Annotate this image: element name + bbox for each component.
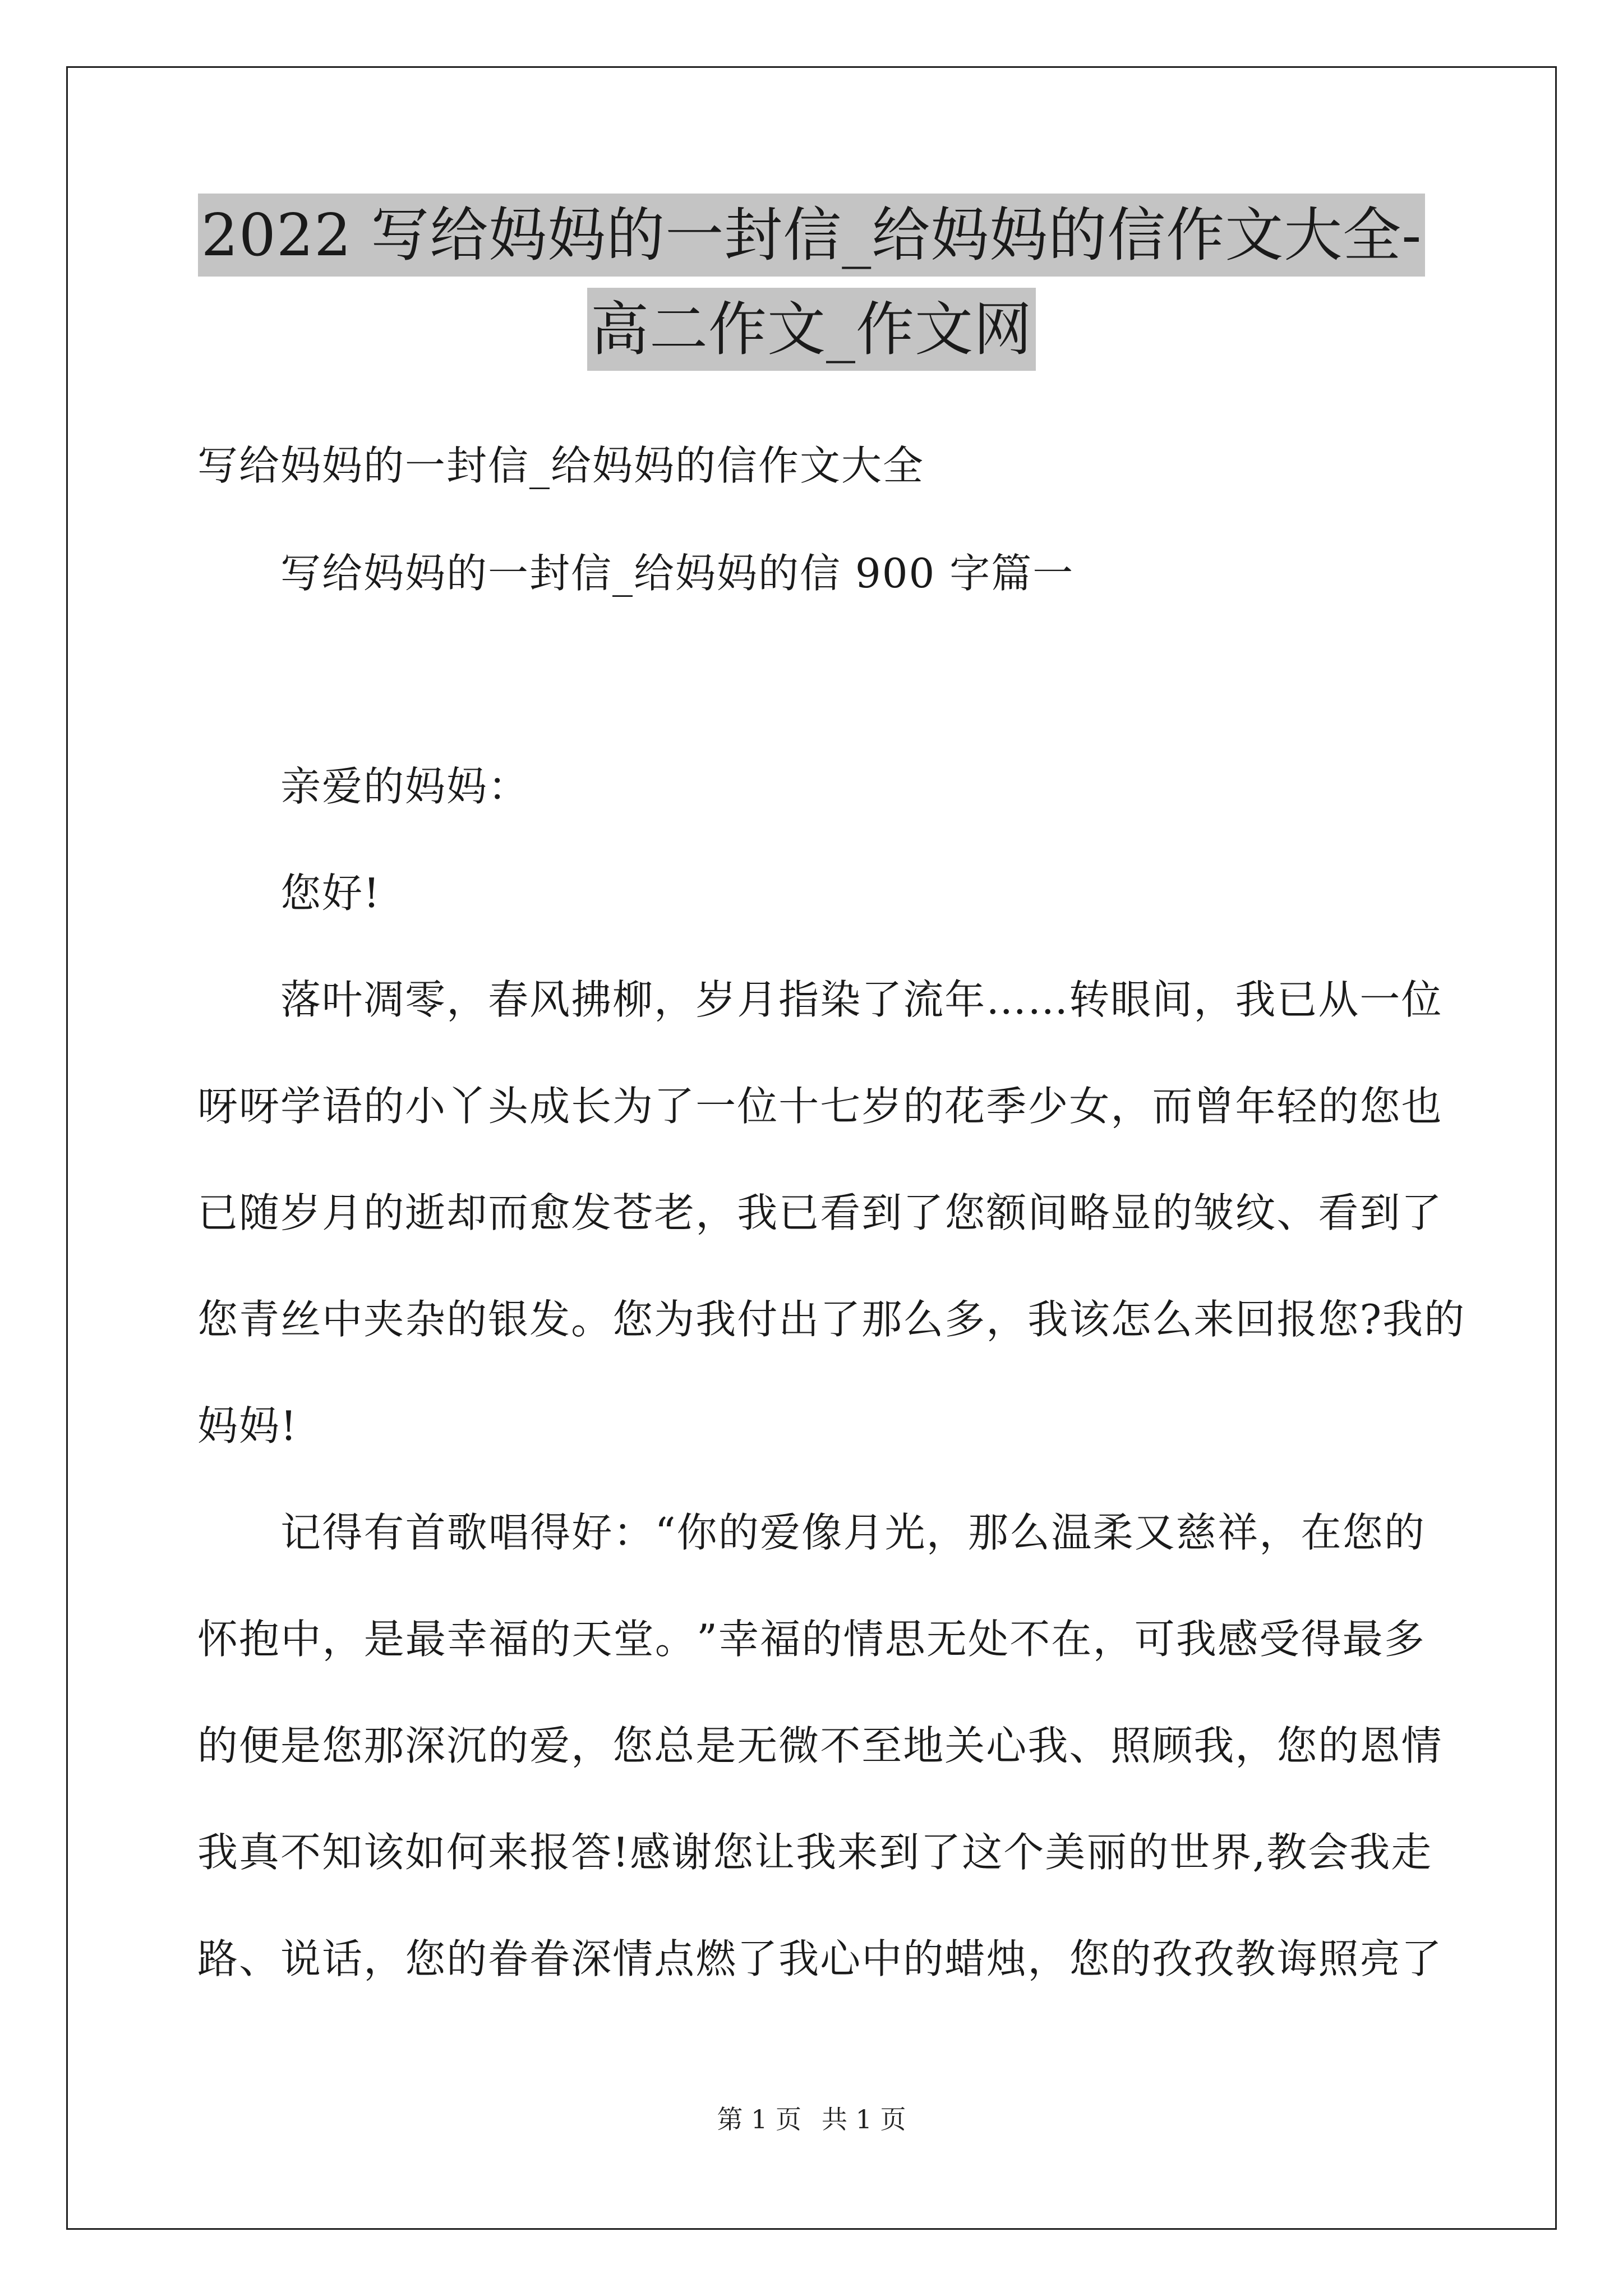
paragraph-2-line — [280, 1504, 1426, 1561]
paragraph-1-line-2: 呀 呀 学 语 的 小 丫 头 成 长 为 了 一 位 十 七 岁 的 花 季 少 女 ， 而 曾 年 轻 的 您 也 — [197, 1083, 1443, 1130]
paragraph-2-line-5: 路 、 说 话 ， 您 的 眷 眷 深 情 点 燃 了 我 心 中 的 蜡 烛 ， 您 的 孜 孜 教 诲 照 亮 了 — [197, 1935, 1443, 1982]
paragraph-2-line — [197, 1718, 1443, 1774]
paragraph-1-line — [197, 1078, 1443, 1134]
page-total: 共 1 页 — [822, 2104, 906, 2134]
paragraph-2-line-2: 怀 抱 中 ， 是 最 幸 福 的 天 堂 。 ” 幸 福 的 情 思 无 处 不 在 ， 可 我 感 受 得 最 多 — [197, 1616, 1426, 1663]
greeting: 您好! — [280, 869, 381, 917]
page-border — [66, 66, 1557, 2230]
document-title — [0, 194, 1623, 371]
salutation: 亲爱的妈妈： — [280, 763, 530, 810]
paragraph-2-line — [197, 1824, 1433, 1880]
paragraph-1-line-4: 您 青 丝 中 夹 杂 的 银 发 。 您 为 我 付 出 了 那 么 多 ， 我 该 怎 么 来 回 报 您 ? 我 的 — [197, 1296, 1466, 1343]
paragraph-1-line — [280, 972, 1443, 1028]
paragraph-1-line-5: 妈妈! — [197, 1402, 298, 1450]
paragraph-1-line-3: 已 随 岁 月 的 逝 却 而 愈 发 苍 老 ， 我 已 看 到 了 您 额 间 略 显 的 皱 纹 、 看 到 了 — [197, 1189, 1443, 1236]
subtitle: 写给妈妈的一封信_给妈妈的信作文大全 — [197, 442, 925, 489]
title-line-2: 高二作文_作文网 — [587, 288, 1036, 371]
paragraph-1-line-1: 落 叶 凋 零 ， 春 风 拂 柳 ， 岁 月 指 染 了 流 年 … … 转 眼 间 ， 我 已 从 一 位 — [280, 976, 1443, 1023]
paragraph-2-line — [197, 1931, 1443, 1987]
paragraph-1-line — [197, 1185, 1443, 1241]
paragraph-1-line — [197, 1291, 1466, 1347]
section-heading: 写给妈妈的一封信_给妈妈的信 900 字篇一 — [280, 550, 1075, 597]
paragraph-2-line-3: 的 便 是 您 那 深 沉 的 爱 ， 您 总 是 无 微 不 至 地 关 心 我 、 照 顾 我 ， 您 的 恩 情 — [197, 1722, 1443, 1769]
page-footer — [0, 2102, 1623, 2136]
paragraph-2-line — [197, 1611, 1426, 1667]
title-line-1: 2022 写给妈妈的一封信_给妈妈的信作文大全- — [198, 194, 1426, 277]
page-number: 第 1 页 — [717, 2104, 801, 2134]
paragraph-2-line-4: 我 真 不 知 该 如 何 来 报 答 ! 感 谢 您 让 我 来 到 了 这 个 美 丽 的 世 界 , 教 会 我 走 — [197, 1829, 1433, 1876]
paragraph-2-line-1: 记 得 有 首 歌 唱 得 好 ： “ 你 的 爱 像 月 光 ， 那 么 温 柔 又 慈 祥 ， 在 您 的 — [280, 1509, 1426, 1556]
